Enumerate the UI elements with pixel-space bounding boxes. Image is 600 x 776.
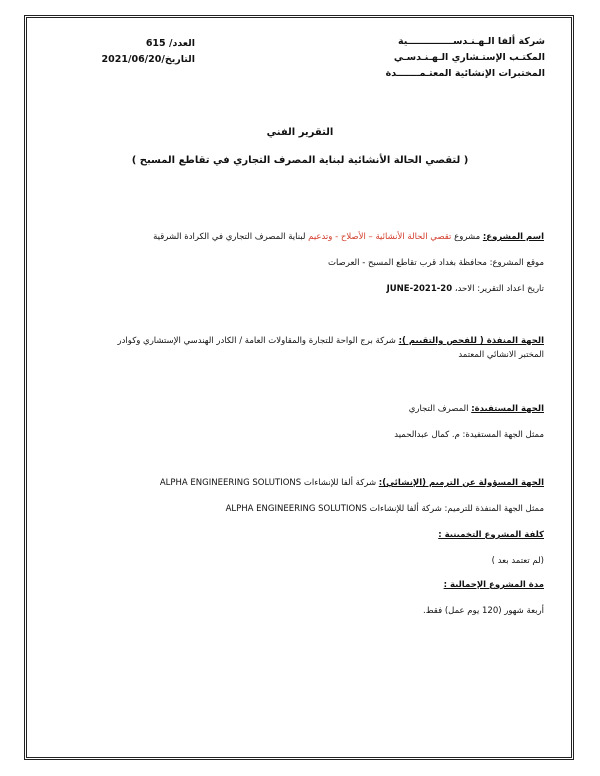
- number-value: 615: [145, 38, 166, 49]
- report-date-label: تاريخ اعداد التقرير: الاحد،: [454, 284, 544, 294]
- project-name-label: اسم المشروع:: [482, 232, 544, 242]
- project-name-post: لبناية المصرف التجاري في الكرادة الشرقية: [153, 232, 306, 242]
- responsible-label: الجهة المسؤولة عن الترميم (الإنشائي):: [378, 478, 544, 488]
- report-subtitle: ( لتقصي الحالة الأنشائية لبناية المصرف التجاري في تقاطع المسبح ): [131, 155, 469, 166]
- executor-label: الجهة المنفذة ( للفحص والتقييم ):: [398, 336, 544, 346]
- beneficiary-label: الجهة المستفيدة:: [471, 404, 544, 414]
- project-name-highlight: تقصي الحالة الأنشائية – الأصلاح - وتدعيم: [308, 232, 452, 242]
- document-date: [90, 52, 195, 68]
- executor-text: شركة برج الواحة للتجارة والمقاولات العامة / الكادر الهندسي الإستشاري وكوادر المختبر الانشائي المعتمد: [117, 336, 544, 360]
- responsible-section: [160, 478, 544, 488]
- date-value: 2021/06/20: [101, 54, 162, 65]
- cost-value: (لم تعتمد بعد ): [491, 556, 544, 566]
- document-number: [90, 36, 195, 52]
- cost-label: [438, 530, 544, 540]
- beneficiary-representative: ممثل الجهة المستفيدة: م. كمال عبدالحميد: [394, 430, 544, 440]
- beneficiary-section: [409, 404, 544, 414]
- number-label: العدد/: [168, 38, 195, 49]
- responsible-text: شركة ألفا للإنشاءات ALPHA ENGINEERING SOLUTIONS: [159, 478, 377, 488]
- document-reference: [90, 36, 195, 68]
- report-title: التقرير الفني: [266, 127, 334, 138]
- responsible-representative: ممثل الجهة المنفذة للترميم: شركة ألفا للإنشاءات ALPHA ENGINEERING SOLUTIONS: [225, 504, 544, 514]
- company-labs: المختبرات الإنشائية المعتـمـــــــدة: [385, 68, 545, 79]
- executor-section: [90, 334, 544, 362]
- report-date: [387, 284, 544, 294]
- company-header: [386, 34, 545, 82]
- date-label: التاريخ/: [161, 54, 195, 65]
- beneficiary-text: المصرف التجاري: [408, 404, 469, 414]
- duration-label-text: مدة المشروع الإجمالية :: [443, 580, 544, 590]
- company-name: شركة ألفا الـهـنـدســــــــــــــية: [397, 36, 545, 47]
- cost-label-text: كلفة المشروع التخمينية :: [438, 530, 544, 540]
- company-office: المكتـب الإستـشاري الـهـنـدسـي: [393, 52, 545, 63]
- duration-label: [444, 580, 544, 590]
- project-name: [153, 232, 544, 242]
- project-name-pre: مشروع: [454, 232, 481, 242]
- project-location: موقع المشروع: محافظة بغداد قرب تقاطع المسبح - العرصات: [327, 258, 544, 268]
- duration-value: أربعة شهور (120 يوم عمل) فقط.: [423, 606, 544, 616]
- report-date-value: 20-JUNE-2021: [386, 284, 453, 294]
